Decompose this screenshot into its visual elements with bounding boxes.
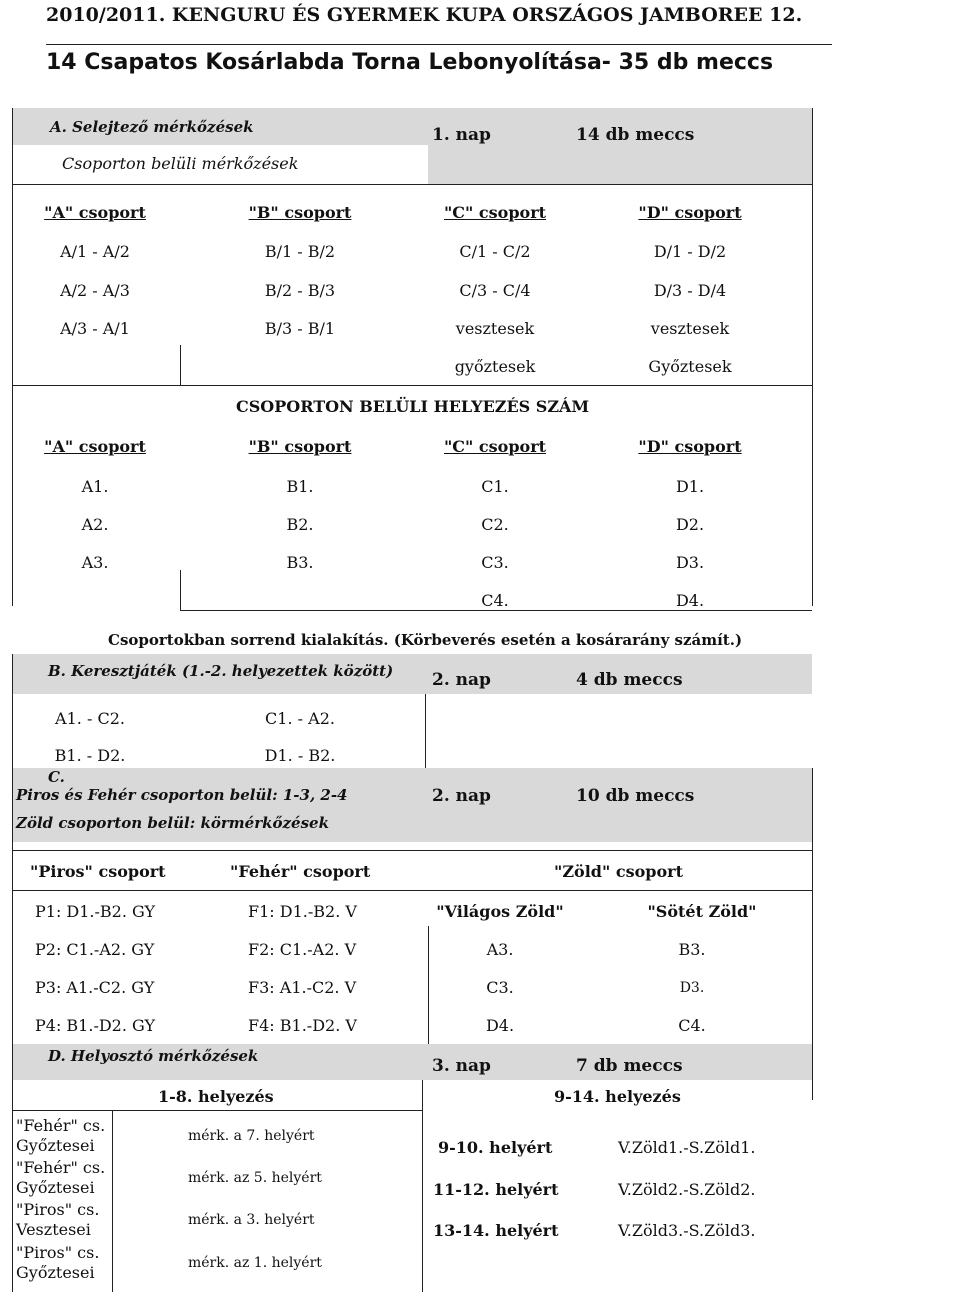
piros-cell: P3: A1.-C2. GY: [35, 978, 155, 997]
placement-match-cell: V.Zöld1.-S.Zöld1.: [618, 1138, 756, 1157]
match-cell: mérk. a 7. helyért: [188, 1128, 315, 1144]
placement-cell: A1.: [81, 477, 109, 496]
placement-cell: D1.: [675, 477, 705, 496]
zold-cell: D3.: [679, 980, 705, 996]
section-d-matches: 7 db meccs: [576, 1056, 683, 1076]
feher-cell: F2: C1.-A2. V: [248, 940, 357, 959]
feher-cell: F4: B1.-D2. V: [248, 1016, 357, 1035]
feher-cell: F1: D1.-B2. V: [248, 902, 357, 921]
match-cell: C/1 - C/2: [459, 242, 531, 261]
subgroup-vilagos-zold: "Világos Zöld": [436, 902, 564, 921]
section-b-label: B. Keresztjáték (1.-2. helyezettek között): [48, 662, 394, 680]
grid-line: [180, 610, 812, 611]
section-a-note: Csoportokban sorrend kialakítás. (Körbeverés esetén a kosárarány számít.): [108, 631, 743, 649]
section-a-label: A. Selejtező mérkőzések: [50, 118, 254, 136]
grid-line: [12, 850, 812, 851]
right-title: 9-14. helyezés: [554, 1087, 681, 1106]
match-cell: mérk. az 5. helyért: [188, 1170, 322, 1186]
match-cell: vesztesek: [455, 319, 535, 338]
subgroup-sotet-zold: "Sötét Zöld": [647, 902, 757, 921]
match-cell: mérk. az 1. helyért: [188, 1255, 322, 1271]
match-cell: D/1 - D/2: [653, 242, 727, 261]
feher-cell: F3: A1.-C2. V: [248, 978, 357, 997]
placement-cell: C1.: [481, 477, 509, 496]
grid-line: [812, 768, 813, 1044]
cross-match-cell: A1. - C2.: [55, 709, 125, 728]
header-underline: [46, 44, 832, 45]
team-cell: "Fehér" cs. Győztesei: [16, 1158, 106, 1197]
grid-line: [812, 1044, 813, 1100]
zold-cell: B3.: [678, 940, 706, 959]
match-cell: mérk. a 3. helyért: [188, 1212, 315, 1228]
placement-cell: B1.: [286, 477, 314, 496]
match-cell: A/3 - A/1: [60, 319, 130, 338]
placement-group-a: "A" csoport: [44, 437, 146, 456]
section-c-line1: Piros és Fehér csoporton belül: 1-3, 2-4: [16, 786, 348, 804]
piros-cell: P1: D1.-B2. GY: [35, 902, 156, 921]
match-cell: vesztesek: [650, 319, 730, 338]
section-c-label: C.: [48, 768, 65, 786]
grid-line: [180, 345, 181, 385]
grid-line: [12, 184, 812, 185]
team-cell: "Piros" cs. Győztesei: [16, 1243, 100, 1282]
grid-line: [812, 108, 813, 606]
piros-cell: P2: C1.-A2. GY: [35, 940, 155, 959]
group-header-a: "A" csoport: [44, 203, 146, 222]
grid-line: [422, 1080, 423, 1292]
placement-cell: C3.: [481, 553, 509, 572]
zold-cell: D4.: [485, 1016, 515, 1035]
grid-line: [12, 1110, 422, 1111]
team-cell: "Fehér" cs. Győztesei: [16, 1116, 106, 1155]
section-a-matches: 14 db meccs: [576, 125, 695, 145]
match-cell: győztesek: [454, 357, 536, 376]
match-cell: B/1 - B/2: [264, 242, 336, 261]
section-a-sublabel: Csoporton belüli mérkőzések: [62, 154, 299, 173]
grid-line: [12, 1044, 13, 1292]
left-title: 1-8. helyezés: [158, 1087, 274, 1106]
section-b-matches: 4 db meccs: [576, 670, 683, 690]
place-cell: 9-10. helyért: [438, 1138, 553, 1157]
group-header-d: "D" csoport: [638, 203, 742, 222]
placement-group-c: "C" csoport: [443, 437, 547, 456]
grid-line: [12, 385, 812, 386]
group-header-feher: "Fehér" csoport: [230, 862, 371, 881]
match-cell: D/3 - D/4: [653, 281, 727, 300]
group-header-piros: "Piros" csoport: [30, 862, 166, 881]
placement-cell: A2.: [81, 515, 109, 534]
grid-line: [12, 890, 812, 891]
page-title: 14 Csapatos Kosárlabda Torna Lebonyolítása- 35 db meccs: [46, 50, 774, 75]
section-c-line2: Zöld csoporton belül: körmérkőzések: [16, 814, 329, 832]
grid-line: [12, 654, 13, 768]
header-line: 2010/2011. KENGURU ÉS GYERMEK KUPA ORSZÁGOS JAMBOREE 12.: [46, 4, 803, 26]
section-c-matches: 10 db meccs: [576, 786, 695, 806]
match-cell: A/2 - A/3: [60, 281, 130, 300]
match-cell: B/3 - B/1: [264, 319, 336, 338]
match-cell: Győztesek: [648, 357, 732, 376]
cross-match-cell: B1. - D2.: [54, 746, 126, 765]
place-cell: 13-14. helyért: [433, 1221, 559, 1240]
section-c-day: 2. nap: [432, 786, 491, 806]
placement-cell: A3.: [81, 553, 109, 572]
zold-cell: A3.: [486, 940, 514, 959]
section-d-label: D. Helyosztó mérkőzések: [48, 1047, 259, 1065]
place-cell: 11-12. helyért: [433, 1180, 559, 1199]
placement-title: CSOPORTON BELÜLI HELYEZÉS SZÁM: [236, 397, 590, 416]
match-cell: C/3 - C/4: [459, 281, 531, 300]
zold-cell: C3.: [486, 978, 514, 997]
placement-cell: B2.: [286, 515, 314, 534]
placement-cell: D2.: [675, 515, 705, 534]
section-b-day: 2. nap: [432, 670, 491, 690]
grid-line: [112, 1110, 113, 1292]
team-cell: "Piros" cs. Vesztesei: [16, 1200, 100, 1239]
placement-cell: B3.: [286, 553, 314, 572]
group-header-b: "B" csoport: [248, 203, 352, 222]
piros-cell: P4: B1.-D2. GY: [35, 1016, 156, 1035]
grid-line: [425, 694, 426, 768]
placement-match-cell: V.Zöld3.-S.Zöld3.: [618, 1221, 756, 1240]
placement-cell: C4.: [481, 591, 509, 610]
grid-line: [180, 570, 181, 610]
placement-group-b: "B" csoport: [248, 437, 352, 456]
match-cell: A/1 - A/2: [60, 242, 130, 261]
zold-cell: C4.: [678, 1016, 706, 1035]
placement-cell: D3.: [675, 553, 705, 572]
match-cell: B/2 - B/3: [264, 281, 336, 300]
cross-match-cell: C1. - A2.: [265, 709, 335, 728]
placement-group-d: "D" csoport: [638, 437, 742, 456]
grid-line: [12, 108, 13, 606]
placement-cell: C2.: [481, 515, 509, 534]
grid-line: [12, 768, 13, 1044]
placement-cell: D4.: [675, 591, 705, 610]
cross-match-cell: D1. - B2.: [264, 746, 336, 765]
section-a-day: 1. nap: [432, 125, 491, 145]
group-header-zold: "Zöld" csoport: [554, 862, 683, 881]
group-header-c: "C" csoport: [443, 203, 547, 222]
placement-match-cell: V.Zöld2.-S.Zöld2.: [618, 1180, 756, 1199]
section-d-day: 3. nap: [432, 1056, 491, 1076]
